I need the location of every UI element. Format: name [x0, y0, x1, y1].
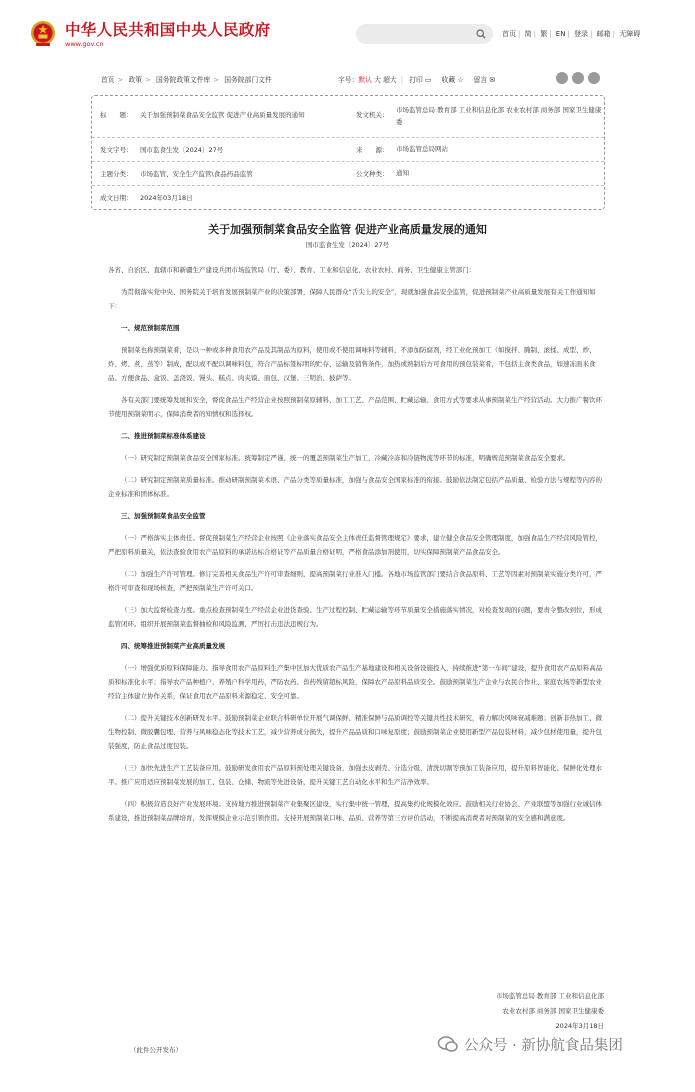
info-issuer-label: 发文机关： [356, 111, 389, 119]
nav-login[interactable]: 登录 [574, 30, 589, 38]
nav-mail[interactable]: 邮箱 [596, 30, 611, 38]
print-button[interactable]: 打印 [409, 76, 423, 84]
public-release-note: （此件公开发布） [130, 1046, 182, 1054]
signer-line-2: 农业农村部 商务部 国家卫生健康委 [502, 1007, 604, 1015]
section-4-paragraph-1: （一）增强优质原料保障能力。指导食用农产品原料生产集中区加大优质农产品生产基地建设和相关设备设施投入，持续推进“第一车间”建设，提升食用农产品原料高品质和标准化水平；指导农产品种植户、养殖户科学用药，严防农药、兽药残留超标风险，保障农产品原料品质安全。鼓励预制菜生产企业与农民合作社、家庭农场等新型农业经营主体建立协作关系，保证食用农产品原料来源稳定、安全可靠。 [108, 664, 603, 700]
site-title[interactable]: 中华人民共和国中央人民政府 [65, 20, 271, 39]
nav-accessibility[interactable]: 无障碍 [619, 30, 641, 38]
share-icons [556, 72, 600, 84]
info-category-value: 市场监管、安全生产监管\食品药品监管 [140, 170, 253, 178]
breadcrumb-library[interactable]: 国务院政策文件库 [155, 76, 211, 84]
nav-english[interactable]: EN [555, 30, 566, 38]
breadcrumb-dept-docs[interactable]: 国务院部门文件 [224, 76, 272, 84]
watermark-text: 公众号 · 新协航食品集团 [464, 1037, 623, 1054]
info-source-label: 来 源： [356, 146, 389, 154]
info-docno-label: 发文字号： [100, 146, 133, 154]
section-4-paragraph-2: （二）提升关键技术创新研发水平。鼓励预制菜企业联合科研单位开展气调保鲜、精准保鲜与品质调控等关键共性技术研究，着力解决风味衰减难题；创新非热加工、微生物控制、微胶囊包埋、营养与风味稳态化等技术工艺，减少营养成分损失，提升产品品质和口味复原度；鼓励预制菜企业使用新型产品包装材料，减少包材使用量，提升包装强度，防止食品过度包装。 [108, 714, 602, 750]
print-icon: ▭ [424, 76, 432, 84]
info-type-label: 公文种类： [356, 170, 389, 178]
wechat-watermark [437, 1033, 623, 1055]
favorite-button[interactable]: 收藏 [441, 76, 456, 84]
info-date-value: 2024年03月18日 [140, 194, 193, 202]
weibo-share-icon[interactable] [572, 72, 584, 84]
info-date-label: 成文日期： [100, 194, 133, 202]
document-title: 关于加强预制菜食品安全监管 促进产业高质量发展的通知 [208, 223, 487, 236]
search-input[interactable] [356, 24, 493, 44]
section-2-paragraph-2: （二）研究制定预制菜质量标准。推动研制预制菜术语、产品分类等质量标准，加强与食品安全国家标准的衔接。鼓励依法制定包括产品质量、检验方法与规程等内容的企业标准和团体标准。 [108, 476, 602, 498]
section-2-paragraph-1: （一）研究制定预制菜食品安全国家标准。统筹制定严谨、统一的覆盖预制菜生产加工、冷藏冷冻和冷链物流等环节的标准，明确规范预制菜食品安全要求。 [121, 454, 570, 462]
top-navigation: 首页 | 简 | 繁 | EN | 登录 | 邮箱 | 无障碍 [502, 30, 641, 38]
section-3-paragraph-2: （二）加强生产许可管理。修订完善相关食品生产许可审查细则，提高预制菜行业准入门槛。各地市场监管部门要结合食品原料、工艺等因素对预制菜实施分类许可，严格许可审查和现场核查，严把预制菜生产许可关口。 [108, 570, 602, 592]
comment-button[interactable]: 留言 [473, 76, 488, 84]
signer-date: 2024年3月18日 [555, 1022, 604, 1030]
info-source-value: 市场监管总局网站 [396, 145, 448, 153]
national-emblem-icon[interactable] [30, 20, 56, 48]
info-docno-value: 国市监食生发〔2024〕27号 [140, 146, 224, 154]
info-row-date [92, 186, 604, 209]
intro-paragraph: 为贯彻落实党中央、国务院关于培育发展预制菜产业的决策部署，保障人民群众“舌尖上的安全”，现就加强食品安全监管，促进预制菜产业高质量发展有关工作通知如下： [108, 288, 596, 310]
section-3-heading: 三、加强预制菜食品安全监管 [121, 512, 206, 520]
page-tools: 字号：默认 大 超大 | 打印 ▭ 收藏 ☆ 留言 ✉ [338, 76, 496, 84]
section-4-heading: 四、统筹推进预制菜产业高质量发展 [121, 642, 225, 650]
info-type-value: 通知 [396, 169, 409, 177]
breadcrumb-policy[interactable]: 政策 [128, 76, 143, 84]
breadcrumb-bar [93, 72, 603, 86]
nav-traditional[interactable]: 繁 [540, 30, 548, 38]
section-4-paragraph-3: （三）加快先进生产工艺装备应用。鼓励研发食用农产品原料预处理关键设备，加强去皮剥壳、分选分级、清洗切割等预加工装备应用，提升原料智能化、保鲜化处理水平。推广应用适应预制菜发展的加工、包装、仓储、物流等先进设备，提升关键工艺自动化水平和生产洁净效率。 [108, 764, 602, 786]
info-row-docno [92, 138, 604, 162]
info-title-label: 标 题： [100, 111, 133, 119]
qzone-share-icon[interactable] [588, 72, 600, 84]
font-size-label: 字号： [338, 76, 359, 84]
site-url: www.gov.cn [65, 40, 104, 48]
star-icon: ☆ [457, 76, 464, 84]
comment-icon: ✉ [489, 76, 496, 84]
section-4-paragraph-4: （四）积极营造良好产业发展环境。支持地方推进预制菜产业集聚区建设，实行集中统一管理，提高集约化规模化效应。鼓励相关行业协会、产业联盟等加强行业诚信体系建设，推进预制菜品牌培育，发挥规模企业示范引领作用。支持开展预制菜口味、品质、营养等第三方评价活动，不断提高消费者对预制菜的安全感和满意度。 [108, 800, 602, 822]
search-icon[interactable] [476, 29, 486, 39]
section-1-heading: 一、规范预制菜范围 [121, 324, 180, 332]
section-2-heading: 二、推进预制菜标准体系建设 [121, 432, 206, 440]
info-row-title [92, 96, 604, 138]
site-header [0, 0, 695, 62]
wechat-icon [437, 1033, 459, 1055]
info-title-value: 关于加强预制菜食品安全监管 促进产业高质量发展的通知 [140, 111, 305, 119]
section-1-paragraph-2: 各有关部门要统筹发展和安全，督促食品生产经营企业按照预制菜原辅料、加工工艺、产品范围、贮藏运输、食用方式等要求从事预制菜生产经营活动。大力推广餐饮环节使用预制菜明示，保障消费者的知情权和选择权。 [108, 396, 602, 418]
document-number: 国市监食生发〔2024〕27号 [305, 241, 390, 249]
section-3-paragraph-3: （三）加大监督检查力度。重点检查预制菜生产经营企业进货查验、生产过程控制、贮藏运输等环节质量安全措施落实情况，对检查发现的问题，要责令整改到位，形成监管闭环。组织开展预制菜监督抽检和风险监测，严厉打击违法违规行为。 [108, 606, 602, 628]
nav-simplified[interactable]: 简 [524, 30, 532, 38]
document-info-table [91, 95, 605, 210]
recipients: 各省、自治区、直辖市和新疆生产建设兵团市场监管局（厅、委）、教育、工业和信息化、农业农村、商务、卫生健康主管部门： [108, 266, 476, 274]
signer-line-1: 市场监管总局 教育部 工业和信息化部 [495, 992, 604, 1000]
breadcrumb-home[interactable]: 首页 [101, 76, 115, 84]
wechat-share-icon[interactable] [556, 72, 568, 84]
font-large-button[interactable]: 大 [374, 76, 381, 84]
info-row-category [92, 162, 604, 186]
document-body [108, 263, 604, 825]
font-xlarge-button[interactable]: 超大 [383, 76, 397, 84]
info-issuer-value: 市场监管总局 教育部 工业和信息化部 农业农村部 商务部 国家卫生健康委 [396, 106, 602, 126]
breadcrumb: 首页 > 政策 > 国务院政策文件库 > 国务院部门文件 [101, 76, 272, 84]
info-category-label: 主题分类： [100, 170, 133, 178]
section-1-paragraph-1: 预制菜也称预制菜肴，是以一种或多种食用农产品及其制品为原料，使用或不使用调味料等辅料，不添加防腐剂，经工业化预加工（如搅拌、腌制、滚揉、成型、炒、炸、烤、煮、蒸等）制成，配以或不配以调味料包，符合产品标签标明的贮存、运输及销售条件，加热或熟制后方可食用的预包装菜肴，不包括主食类食品，如速冻面米食品、方便食品、盒饭、盖浇饭、馒头、糕点、肉夹馍、面包、汉堡、三明治、披萨等。 [108, 346, 596, 382]
nav-home[interactable]: 首页 [502, 30, 516, 38]
section-3-paragraph-1: （一）严格落实主体责任。督促预制菜生产经营企业按照《企业落实食品安全主体责任监督管理规定》要求，建立健全食品安全管理制度，加强食品生产经营风险管控，严把原料质量关，依法查验食用农产品原料的承诺达标合格证等产品质量合格证明，严格食品添加剂使用，切实保障预制菜产品食品安全。 [108, 534, 602, 556]
font-default-button[interactable]: 默认 [358, 76, 372, 84]
